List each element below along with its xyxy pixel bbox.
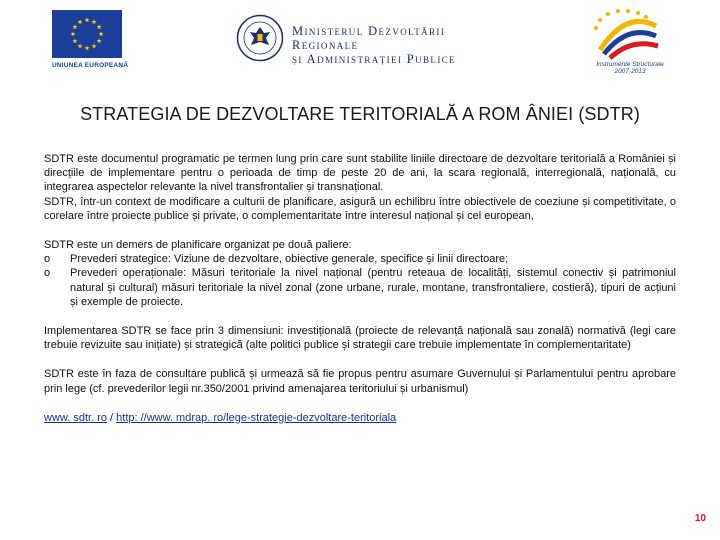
sdtr-link[interactable]: www. sdtr. ro [44, 411, 107, 424]
ministry-line-2: și Administrației Publice [292, 52, 457, 66]
document-body [44, 152, 676, 425]
instruments-caption [585, 61, 675, 75]
list-item [44, 252, 676, 266]
eu-star-icon [97, 24, 102, 29]
eu-star-icon [72, 24, 77, 29]
bullet-mark: o [44, 253, 51, 266]
instruments-line-1: Instrumente Structurale [596, 61, 664, 68]
paragraph-consultation: SDTR este în faza de consultare publică și urmează să fie propus pentru asumare Guvernului și Parlamentului pentru aprobare prin lege (cf. prevederilor legii nr.350/2001 privind amenajarea teritoriului și urbanismul) [44, 368, 676, 395]
links-line [44, 411, 676, 425]
government-seal-icon [236, 14, 284, 62]
eu-flag-logo [52, 10, 122, 58]
bullet-strategic: Prevederi strategice: Viziune de dezvoltare, obiective generale, specifice și linii directoare; [70, 253, 509, 266]
instruments-line-2: 2007-2013 [614, 68, 646, 75]
ministry-line-1: Ministerul Dezvoltării Regionale [292, 24, 446, 52]
bullet-operational: Prevederi operaționale: Măsuri teritoriale la nivel național (pentru reteaua de localități, sistemul conectiv și patrimoniul natural și cultural) măsuri teritoriale la nivel zonal (zone urbane, rurale, montane, transfrontaliere, costieră), tipuri de acțiuni și exemple de proiecte. [70, 267, 676, 308]
page-title: STRATEGIA DE DEZVOLTARE TERITORIALĂ A ROM ÂNIEI (SDTR) [80, 104, 640, 124]
eu-star-icon [71, 31, 76, 36]
eu-star-icon [72, 38, 77, 43]
eu-caption: UNIUNEA EUROPEANĂ [52, 62, 129, 69]
eu-star-icon [78, 19, 83, 24]
eu-star-icon [85, 45, 90, 50]
ministry-name [292, 24, 502, 66]
eu-star-icon [78, 44, 83, 49]
page-number: 10 [694, 513, 706, 524]
eu-star-icon [99, 31, 104, 36]
paragraph-implementation: Implementarea SDTR se face prin 3 dimensiuni: investițională (proiecte de relevanță națională sau zonală) normativă (legi care trebuie revizuite sau inițiate) și strategică (alte politici publice și strategii care trebuie implementate în complementaritate) [44, 325, 676, 352]
header [0, 0, 720, 86]
list-item [44, 266, 676, 309]
paragraph-context: SDTR, într-un context de modificare a culturii de planificare, asigură un echilibru între obiectivele de coeziune și competitivitate, o corelare între proiecte publice și private, o complementaritate între interesul național și cel european, [44, 195, 676, 222]
link-separator: / [106, 411, 117, 424]
paragraph-definition: SDTR este documentul programatic pe termen lung prin care sunt stabilite liniile directoare de dezvoltare teritorială a României și direcțiile de implementare pentru o perioada de timp de peste 20 de ani, la scara regională, interregională, națională, cu integrarea aspectelor relevante la nivel transfrontalier și transnațional. [44, 153, 676, 194]
bullet-mark: o [44, 267, 51, 280]
eu-star-icon [85, 17, 90, 22]
eu-stars-icon [52, 10, 122, 58]
eu-star-icon [92, 44, 97, 49]
structural-instruments-logo-icon [586, 6, 666, 62]
mdrap-link[interactable]: http: //www. mdrap. ro/lege-strategie-dezvoltare-teritoriala [116, 411, 397, 424]
paragraph-levels: SDTR este un demers de planificare organizat pe două paliere: [44, 239, 352, 252]
eu-star-icon [97, 38, 102, 43]
eu-star-icon [92, 19, 97, 24]
